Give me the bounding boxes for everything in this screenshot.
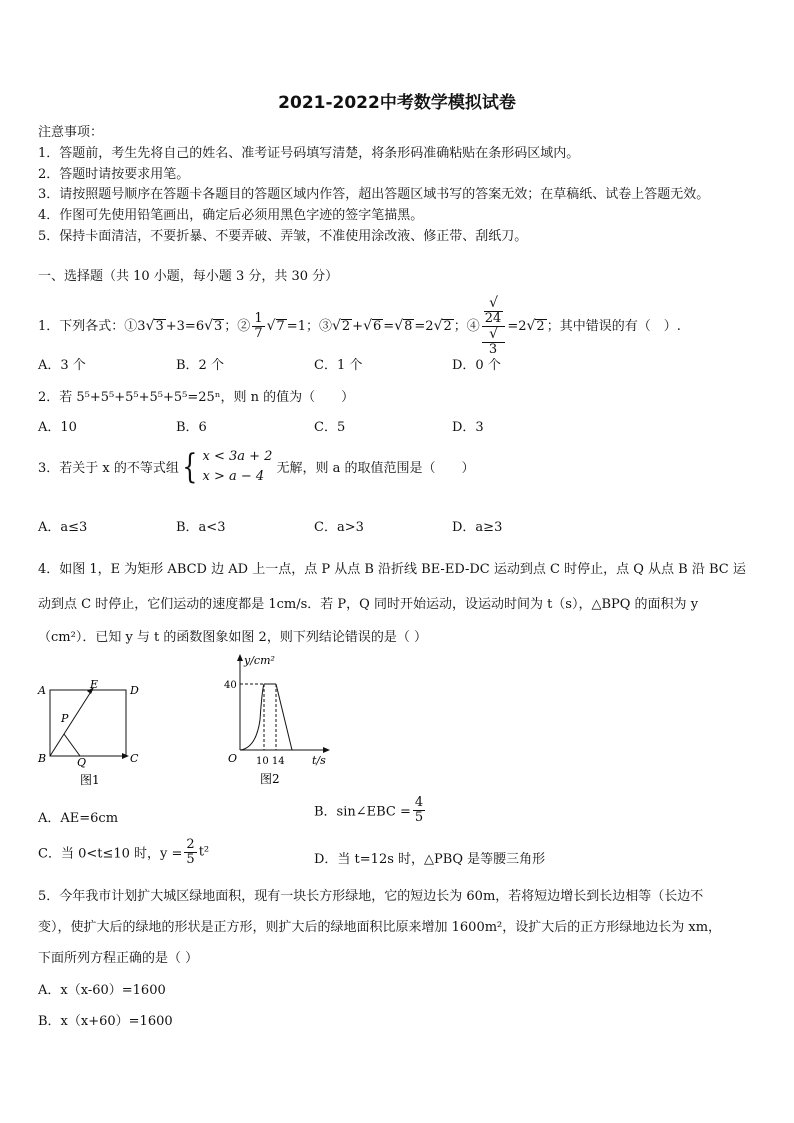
q2-option-c: C．5	[314, 420, 346, 435]
figure-1-rectangle	[34, 676, 154, 790]
fraction-denominator: 7	[254, 325, 263, 341]
y-axis-label: y/cm²	[244, 654, 275, 667]
fraction-denominator: 5	[414, 809, 424, 825]
q1-radicand: 8	[404, 318, 413, 334]
fraction-denominator: √ 3	[482, 327, 506, 357]
label-c: C	[130, 752, 139, 765]
label-a: A	[38, 684, 46, 697]
fraction-numerator: 2	[186, 837, 195, 852]
q4-option-c-text: C．当 0<t≤10 时，y =	[38, 846, 183, 862]
q1-option-b: B．2 个	[176, 358, 224, 373]
page-title: 2021-2022中考数学模拟试卷	[278, 93, 516, 113]
question-4-line1: 4．如图 1，E 为矩形 ABCD 边 AD 上一点，点 P 从点 B 沿折线 BE-ED-DC 运动到点 C 时停止，点 Q 从点 B 沿 BC 运	[38, 562, 746, 577]
q1-option-d: D．0 个	[452, 358, 501, 373]
brace-symbol: {	[182, 446, 198, 487]
q1-text: =2	[507, 318, 527, 334]
q4-option-d: D．当 t=12s 时，△PBQ 是等腰三角形	[314, 852, 546, 867]
x-axis-label: t/s	[312, 754, 326, 767]
inequality-2: x > a − 4	[202, 468, 265, 484]
q1-sep: ；②	[224, 318, 251, 334]
q1-text: =1；③	[286, 318, 332, 334]
q1-fraction	[252, 312, 264, 340]
q4-option-b-fraction	[413, 796, 425, 824]
inequality-1: x < 3a + 2	[202, 449, 273, 464]
fraction-denominator: 5	[186, 851, 195, 867]
q3-suffix: 无解，则 a 的取值范围是（ ）	[276, 461, 475, 476]
question-1	[38, 296, 681, 357]
q1-radicand: 7	[276, 318, 285, 334]
section-heading: 一、选择题（共 10 小题，每小题 3 分，共 30 分）	[38, 269, 339, 284]
origin-label: O	[228, 752, 238, 765]
q3-option-d: D．a≥3	[452, 520, 503, 535]
radical-sign: √	[266, 317, 276, 334]
q5-option-b: B．x（x+60）=1600	[38, 1014, 173, 1029]
radical-sign: √	[363, 317, 372, 334]
q3-option-c: C．a>3	[314, 520, 364, 535]
q1-item1-coef: ①3	[124, 318, 146, 334]
radical-sign: √	[394, 317, 404, 334]
q4-option-b	[314, 796, 427, 824]
q1-radicand: 2	[341, 318, 351, 334]
q4-option-b-text: B．sin∠EBC =	[314, 804, 411, 820]
q4-option-c-suffix: t²	[198, 844, 210, 860]
q1-text: =2	[414, 318, 434, 334]
q3-option-b: B．a<3	[176, 520, 226, 535]
fraction-numerator: √ 24	[482, 296, 506, 327]
inequality-system	[203, 447, 273, 486]
figure-2-caption: 图2	[260, 772, 280, 786]
q4-option-a: A．AE=6cm	[38, 811, 119, 826]
q1-text: +3=6	[165, 318, 205, 334]
figure-2-graph	[214, 650, 354, 790]
radical-sign: √	[204, 317, 214, 334]
q4-option-c-fraction	[184, 838, 196, 866]
q5-option-a: A．x（x-60）=1600	[38, 983, 166, 998]
question-2: 2．若 5⁵+5⁵+5⁵+5⁵+5⁵=25ⁿ，则 n 的值为（ ）	[38, 390, 355, 405]
q2-option-a: A．10	[38, 420, 77, 435]
label-b: B	[38, 752, 47, 765]
q1-radicand: 24	[484, 310, 502, 326]
note-item: 5．保持卡面清洁，不要折暴、不要弄破、弄皱，不准使用涂改液、修正带、刮纸刀。	[38, 229, 528, 244]
question-5-line3: 下面所列方程正确的是（ ）	[38, 951, 199, 966]
note-item: 1．答题前，考生先将自己的姓名、准考证号码填写清楚，将条形码准确粘贴在条形码区域内。	[38, 146, 580, 161]
radical-sign: √	[526, 317, 536, 334]
q1-fraction-radical	[482, 296, 506, 357]
notes-heading: 注意事项：	[38, 125, 104, 140]
q1-radicand: 3	[155, 318, 164, 334]
radical-sign: √	[433, 317, 443, 334]
q3-prefix: 3．若关于 x 的不等式组	[38, 461, 179, 476]
question-3	[38, 447, 474, 486]
label-d: D	[130, 684, 139, 697]
label-e: E	[90, 678, 99, 691]
q1-radicand: 6	[373, 318, 382, 334]
y-tick-40: 40	[224, 680, 237, 691]
label-p: P	[61, 712, 69, 725]
question-4-line3: （cm²）．已知 y 与 t 的函数图象如图 2，则下列结论错误的是（ ）	[38, 630, 427, 645]
q2-option-d: D．3	[452, 420, 484, 435]
q1-suffix: ；其中错误的有（ ）.	[546, 318, 681, 334]
note-item: 4．作图可先使用铅笔画出，确定后必须用黑色字迹的签字笔描黑。	[38, 208, 424, 223]
q3-option-a: A．a≤3	[38, 520, 88, 535]
question-5-line1: 5．今年我市计划扩大城区绿地面积，现有一块长方形绿地，它的短边长为 60m，若将短边增长到长边相等（长边不	[38, 889, 704, 904]
x-ticks: 10 14	[256, 756, 285, 767]
question-4-line2: 动到点 C 时停止，它们运动的速度都是 1cm/s．若 P，Q 同时开始运动，设运动时间为 t（s），△BPQ 的面积为 y	[38, 597, 699, 612]
label-q: Q	[77, 756, 87, 769]
q4-option-c	[38, 838, 209, 866]
q1-radicand: 3	[482, 342, 506, 357]
fraction-numerator: 4	[414, 795, 424, 810]
q1-radicand: 2	[536, 318, 545, 334]
q1-sep: ；④	[453, 318, 480, 334]
note-item: 2．答题时请按要求用笔。	[38, 167, 190, 182]
q2-option-b: B．6	[176, 420, 207, 435]
q1-text: =	[383, 318, 395, 334]
question-5-line2: 变），使扩大后的绿地的形状是正方形，则扩大后的绿地面积比原来增加 1600m²，设扩大后的正方形绿地边长为 xm，	[38, 920, 722, 935]
q1-prefix: 1．下列各式：	[38, 318, 125, 334]
q1-radicand: 3	[214, 318, 223, 334]
q1-option-c: C．1 个	[314, 358, 363, 373]
q1-text: +	[352, 318, 364, 334]
fraction-numerator: 1	[254, 311, 263, 327]
note-item: 3．请按照题号顺序在答题卡各题目的答题区域内作答，超出答题区域书写的答案无效；在草稿纸、试卷上答题无效。	[38, 187, 710, 202]
figure-1-caption: 图1	[80, 773, 100, 787]
radical-sign: √	[331, 317, 341, 334]
radical-sign: √	[145, 317, 155, 334]
q1-option-a: A．3 个	[38, 358, 86, 373]
q1-radicand: 2	[443, 318, 452, 334]
